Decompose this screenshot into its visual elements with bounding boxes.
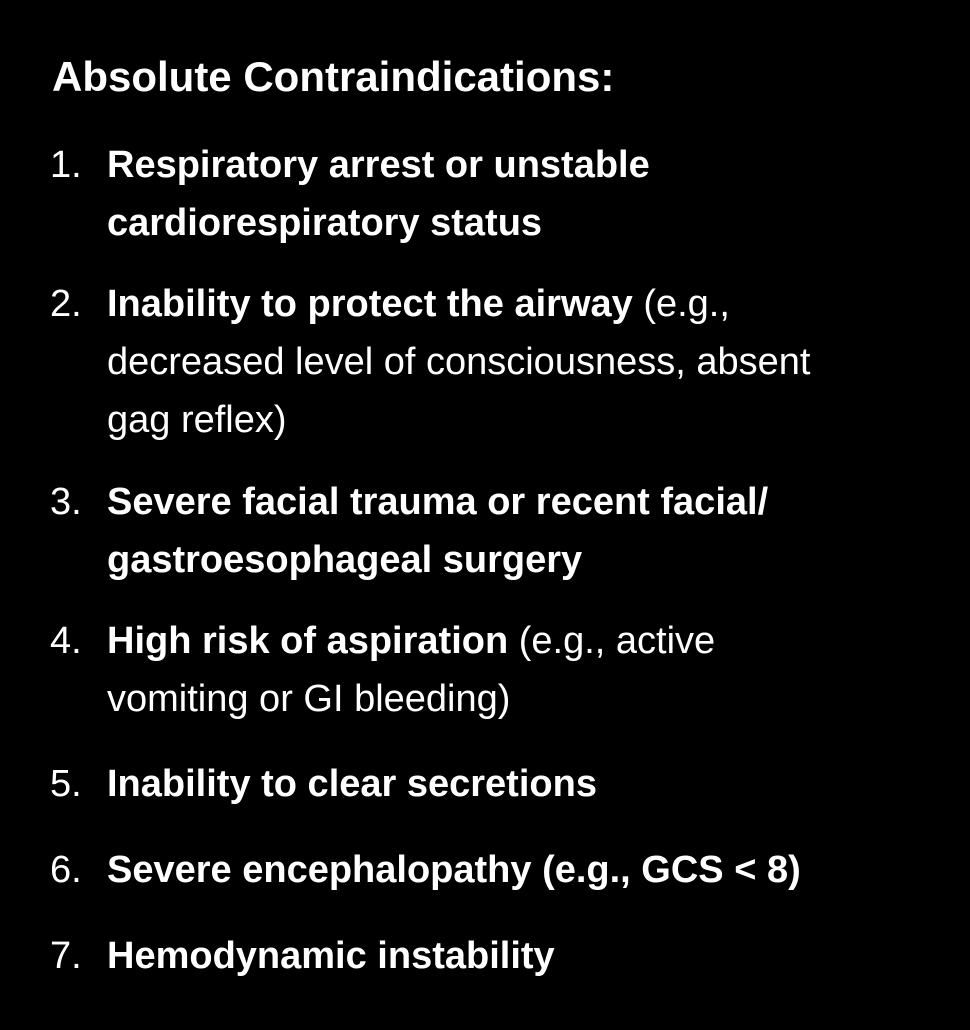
item-normal-text: vomiting or GI bleeding): [107, 678, 511, 720]
item-text: [107, 136, 907, 252]
item-normal-text: decreased level of consciousness, absent: [107, 341, 811, 383]
item-bold-text: Inability to clear secretions: [107, 763, 597, 805]
item-bold-text: Inability to protect the airway: [107, 283, 633, 325]
item-bold-text: High risk of aspiration: [107, 620, 509, 662]
item-bold-text: Severe encephalopathy (e.g., GCS < 8): [107, 849, 801, 891]
item-number: 5.: [50, 763, 82, 805]
item-number: 1.: [50, 144, 82, 186]
item-line: [107, 194, 907, 252]
item-text: [107, 275, 907, 449]
item-line: [107, 333, 907, 391]
item-number: 4.: [50, 620, 82, 662]
item-bold-text: cardiorespiratory status: [107, 202, 543, 244]
item-line: [107, 473, 907, 531]
page-title: Absolute Contraindications:: [52, 53, 615, 100]
item-line: [107, 670, 907, 728]
item-line: [107, 531, 907, 589]
item-line: [107, 927, 907, 985]
item-bold-text: Respiratory arrest or unstable: [107, 144, 650, 186]
item-line: [107, 612, 907, 670]
item-normal-text: (e.g.,: [632, 283, 730, 325]
item-normal-text: (e.g., active: [508, 620, 716, 662]
item-text: [107, 473, 907, 589]
item-line: [107, 275, 907, 333]
item-text: [107, 612, 907, 728]
item-line: [107, 136, 907, 194]
item-line: [107, 391, 907, 449]
item-line: [107, 755, 907, 813]
item-number: 7.: [50, 935, 82, 977]
item-text: [107, 841, 907, 899]
item-line: [107, 841, 907, 899]
item-number: 2.: [50, 283, 82, 325]
item-text: [107, 755, 907, 813]
item-text: [107, 927, 907, 985]
item-bold-text: Severe facial trauma or recent facial/: [107, 481, 769, 523]
item-number: 6.: [50, 849, 82, 891]
item-bold-text: Hemodynamic instability: [107, 935, 555, 977]
item-normal-text: gag reflex): [107, 399, 287, 441]
item-number: 3.: [50, 481, 82, 523]
item-bold-text: gastroesophageal surgery: [107, 539, 583, 581]
